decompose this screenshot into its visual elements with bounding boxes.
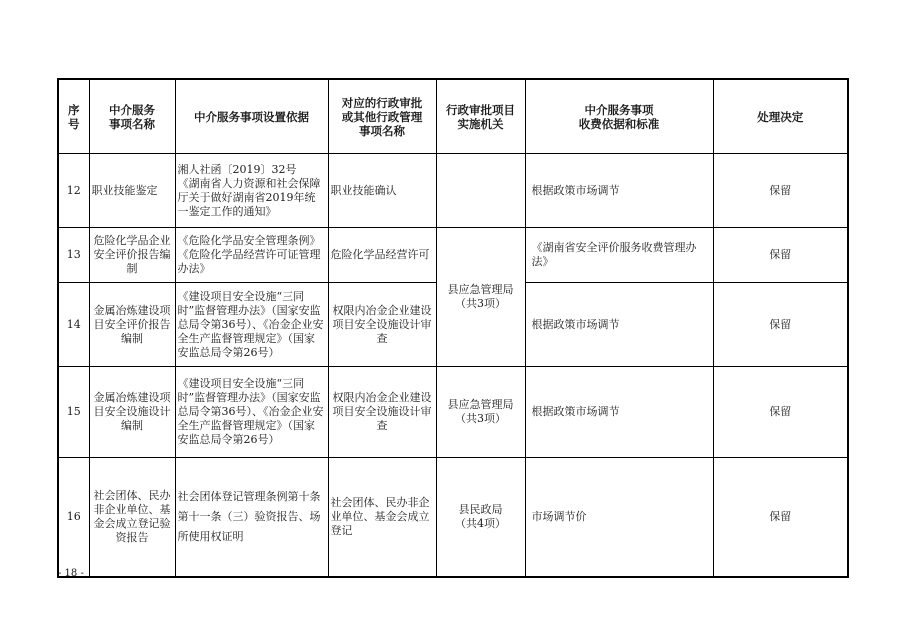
row-fee: 市场调节价 <box>525 458 713 577</box>
row-item-name: 危险化学品企业安全评价报告编制 <box>89 228 175 283</box>
row-basis: 《建设项目安全设施“三同时”监督管理办法》（国家安监总局令第36号）、《冶金企业安全生产监督管理规定》（国家安监总局令第26号） <box>175 367 328 458</box>
row-seq: 14 <box>58 283 89 367</box>
table-row <box>58 458 848 577</box>
row-basis: 湘人社函〔2019〕32号 《湖南省人力资源和社会保障厅关于做好湖南省2019年统一鉴定工作的通知》 <box>175 154 328 228</box>
row-agency-group: 县应急管理局 （共3项） <box>436 228 525 367</box>
row-basis: 《危险化学品安全管理条例》 《危险化学品经营许可证管理办法》 <box>175 228 328 283</box>
row-agency-group: 县民政局 （共4项） <box>436 458 525 577</box>
row-seq: 16 <box>58 458 89 577</box>
row-decision: 保留 <box>713 458 848 577</box>
row-admin-item: 职业技能确认 <box>328 154 436 228</box>
row-decision: 保留 <box>713 228 848 283</box>
row-seq: 15 <box>58 367 89 458</box>
header-item-name: 中介服务 事项名称 <box>89 79 175 154</box>
table-row <box>58 228 848 283</box>
row-seq: 13 <box>58 228 89 283</box>
header-fee: 中介服务事项 收费依据和标准 <box>525 79 713 154</box>
table-row <box>58 154 848 228</box>
row-fee: 根据政策市场调节 <box>525 154 713 228</box>
row-agency-group: 县应急管理局 （共3项） <box>436 367 525 458</box>
row-item-name: 金属冶炼建设项目安全评价报告编制 <box>89 283 175 367</box>
row-fee: 根据政策市场调节 <box>525 367 713 458</box>
row-decision: 保留 <box>713 154 848 228</box>
header-decision: 处理决定 <box>713 79 848 154</box>
row-admin-item: 权限内冶金企业建设项目安全设施设计审查 <box>328 367 436 458</box>
row-decision: 保留 <box>713 367 848 458</box>
row-fee: 根据政策市场调节 <box>525 283 713 367</box>
header-agency: 行政审批项目 实施机关 <box>436 79 525 154</box>
page-number: - 18 - <box>58 568 84 579</box>
row-fee: 《湖南省安全评价服务收费管理办法》 <box>525 228 713 283</box>
header-admin-item: 对应的行政审批 或其他行政管理 事项名称 <box>328 79 436 154</box>
header-seq: 序 号 <box>58 79 89 154</box>
row-item-name: 金属冶炼建设项目安全设施设计编制 <box>89 367 175 458</box>
row-admin-item: 社会团体、民办非企业单位、基金会成立登记 <box>328 458 436 577</box>
table-row <box>58 367 848 458</box>
intermediary-services-table <box>57 78 849 578</box>
row-admin-item: 权限内冶金企业建设项目安全设施设计审查 <box>328 283 436 367</box>
row-decision: 保留 <box>713 283 848 367</box>
table-header-row <box>58 79 848 154</box>
row-seq: 12 <box>58 154 89 228</box>
row-item-name: 社会团体、民办非企业单位、基金会成立登记验资报告 <box>89 458 175 577</box>
row-basis: 社会团体登记管理条例第十条第十一条（三）验资报告、场所使用权证明 <box>175 458 328 577</box>
row-agency-empty <box>436 154 525 228</box>
header-basis: 中介服务事项设置依据 <box>175 79 328 154</box>
row-basis: 《建设项目安全设施“三同时”监督管理办法》（国家安监总局令第36号）、《冶金企业安全生产监督管理规定》（国家安监总局令第26号） <box>175 283 328 367</box>
row-admin-item: 危险化学品经营许可 <box>328 228 436 283</box>
row-item-name: 职业技能鉴定 <box>89 154 175 228</box>
